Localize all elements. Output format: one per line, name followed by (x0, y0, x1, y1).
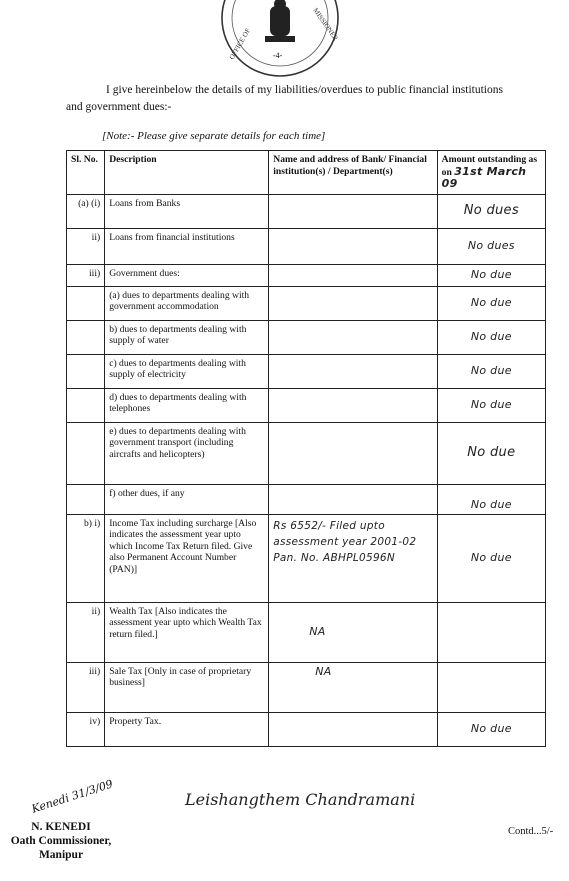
row-amount: No due (437, 388, 545, 422)
row-sl (67, 286, 105, 320)
row-sl: iii) (67, 264, 105, 286)
row-amount: No due (437, 514, 545, 602)
table-row (67, 228, 546, 264)
table-row (67, 264, 546, 286)
continued-note: Contd...5/- (508, 826, 554, 837)
row-desc: Loans from financial institutions (105, 228, 269, 264)
svg-text:MISSIONER: MISSIONER (311, 6, 340, 43)
row-amount: No dues (437, 228, 545, 264)
row-amount: No due (437, 712, 545, 746)
row-sl: ii) (67, 602, 105, 662)
table-row (67, 484, 546, 514)
income-tax-amount-note: Rs 6552/- Filed upto (273, 519, 385, 532)
table-row (67, 354, 546, 388)
row-sl (67, 320, 105, 354)
row-amount: No due (437, 484, 545, 514)
liabilities-table (66, 150, 546, 747)
row-name (269, 320, 437, 354)
header-amount-label: Amount outstanding as on (441, 154, 538, 178)
svg-text:-4-: -4- (273, 51, 283, 60)
row-amount: No dues (437, 194, 545, 228)
row-desc: Loans from Banks (105, 194, 269, 228)
header-amount (437, 151, 545, 195)
row-sl: ii) (67, 228, 105, 264)
row-desc: Sale Tax [Only in case of proprietary business] (105, 662, 269, 712)
intro-line-1: I give hereinbelow the details of my liabilities/overdues to public financial institutions (106, 84, 503, 96)
table-row (67, 194, 546, 228)
row-name: NA (269, 602, 437, 662)
deponent-signature: Leishangthem Chandramani (185, 790, 416, 809)
header-name: Name and address of Bank/ Financial institution(s) / Department(s) (269, 151, 437, 195)
row-name (269, 712, 437, 746)
row-name (269, 354, 437, 388)
table-row (67, 388, 546, 422)
row-sl (67, 354, 105, 388)
table-row (67, 422, 546, 484)
row-desc: Wealth Tax [Also indicates the assessment year upto which Wealth Tax return filed.] (105, 602, 269, 662)
table-row (67, 514, 546, 602)
intro-text (66, 82, 556, 116)
row-amount: No due (437, 264, 545, 286)
row-amount: No due (437, 286, 545, 320)
row-desc: e) dues to departments dealing with government transport (including aircrafts and helicopters) (105, 422, 269, 484)
official-seal (215, 0, 345, 78)
table-row (67, 712, 546, 746)
row-desc: Income Tax including surcharge [Also indicates the assessment year upto which Income Tax Return filed. Give also Permanent Account Number (PAN)] (105, 514, 269, 602)
row-amount (437, 662, 545, 712)
row-sl: iii) (67, 662, 105, 712)
note-text: [Note:- Please give separate details for each time] (102, 130, 326, 142)
row-name (269, 514, 437, 602)
row-name (269, 484, 437, 514)
table-row (67, 662, 546, 712)
header-description: Description (105, 151, 269, 195)
row-amount (437, 602, 545, 662)
row-desc: Property Tax. (105, 712, 269, 746)
row-sl: b) i) (67, 514, 105, 602)
row-name (269, 388, 437, 422)
commissioner-signature: Kenedi 31/3/09 (30, 777, 115, 816)
table-header-row (67, 151, 546, 195)
svg-text:OFFICE OF: OFFICE OF (227, 26, 253, 61)
row-amount: No due (437, 422, 545, 484)
row-name (269, 422, 437, 484)
header-amount-date: 31st March 09 (441, 164, 527, 190)
row-sl: iv) (67, 712, 105, 746)
row-name (269, 264, 437, 286)
row-sl (67, 388, 105, 422)
row-name (269, 286, 437, 320)
stamp-name: N. KENEDI (31, 821, 91, 833)
stamp-place: Manipur (38, 849, 84, 861)
table-row (67, 320, 546, 354)
stamp-title: Oath Commissioner, (10, 835, 112, 847)
row-desc: b) dues to departments dealing with supply of water (105, 320, 269, 354)
oath-commissioner-stamp (6, 820, 116, 862)
row-amount: No due (437, 354, 545, 388)
row-sl (67, 422, 105, 484)
income-tax-assessment-note: assessment year 2001-02 (273, 535, 417, 548)
row-name: NA (269, 662, 437, 712)
row-desc: d) dues to departments dealing with telephones (105, 388, 269, 422)
row-desc: (a) dues to departments dealing with government accommodation (105, 286, 269, 320)
intro-line-2: and government dues:- (66, 101, 172, 113)
row-name (269, 228, 437, 264)
row-name (269, 194, 437, 228)
row-desc: c) dues to departments dealing with supply of electricity (105, 354, 269, 388)
income-tax-pan-note: Pan. No. ABHPL0596N (273, 551, 396, 564)
table-row (67, 602, 546, 662)
row-desc: Government dues: (105, 264, 269, 286)
table-row (67, 286, 546, 320)
row-sl (67, 484, 105, 514)
header-sl: Sl. No. (67, 151, 105, 195)
row-sl: (a) (i) (67, 194, 105, 228)
row-amount: No due (437, 320, 545, 354)
row-desc: f) other dues, if any (105, 484, 269, 514)
